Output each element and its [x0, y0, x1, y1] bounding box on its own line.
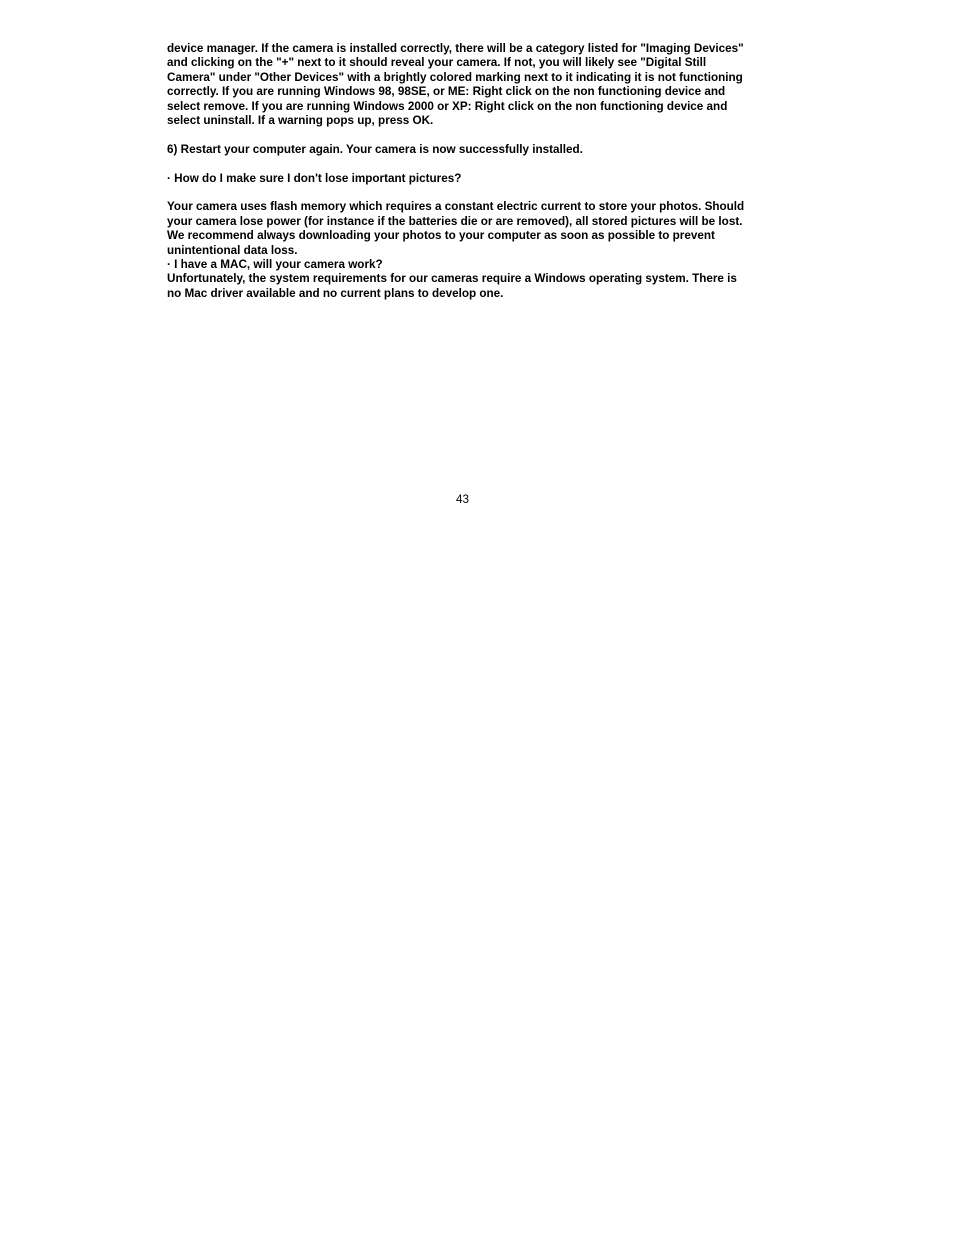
page-number: 43 — [455, 493, 469, 506]
paragraph-device-manager: device manager. If the camera is installed correctly, there will be a category listed for "Imaging Devices" and clicking on the "+" next to it should reveal your camera. If not, you will likely see "Digital Still Camera" under "Other Devices" with a brightly colored marking next to it indicating it is not functioning correctly. If you are running Windows 98, 98SE, or ME: Right click on the non functioning device and select remove. If you are running Windows 2000 or XP: Right click on the non functioning device and select uninstall. If a warning pops up, press OK. — [167, 42, 744, 128]
paragraph-spacer — [167, 128, 792, 142]
paragraph-flash-memory-and-mac: Your camera uses flash memory which requires a constant electric current to store your photos. Should your camera lose power (for instance if the batteries die or are removed), all stored pictures will be lost. We recommend always downloading your photos to your computer as soon as possible to prevent unintentional data loss. · I have a MAC, will your camera work? Unfortunately, the system requirements for our cameras require a Windows operating system. There is no Mac driver available and no current plans to develop one. — [167, 200, 745, 300]
paragraph-restart-step: 6) Restart your computer again. Your camera is now successfully installed. — [167, 142, 583, 156]
paragraph-spacer — [167, 186, 792, 200]
paragraph-spacer — [167, 157, 792, 171]
document-body — [167, 42, 792, 301]
faq-question-lose-pictures: · How do I make sure I don't lose important pictures? — [167, 171, 462, 185]
